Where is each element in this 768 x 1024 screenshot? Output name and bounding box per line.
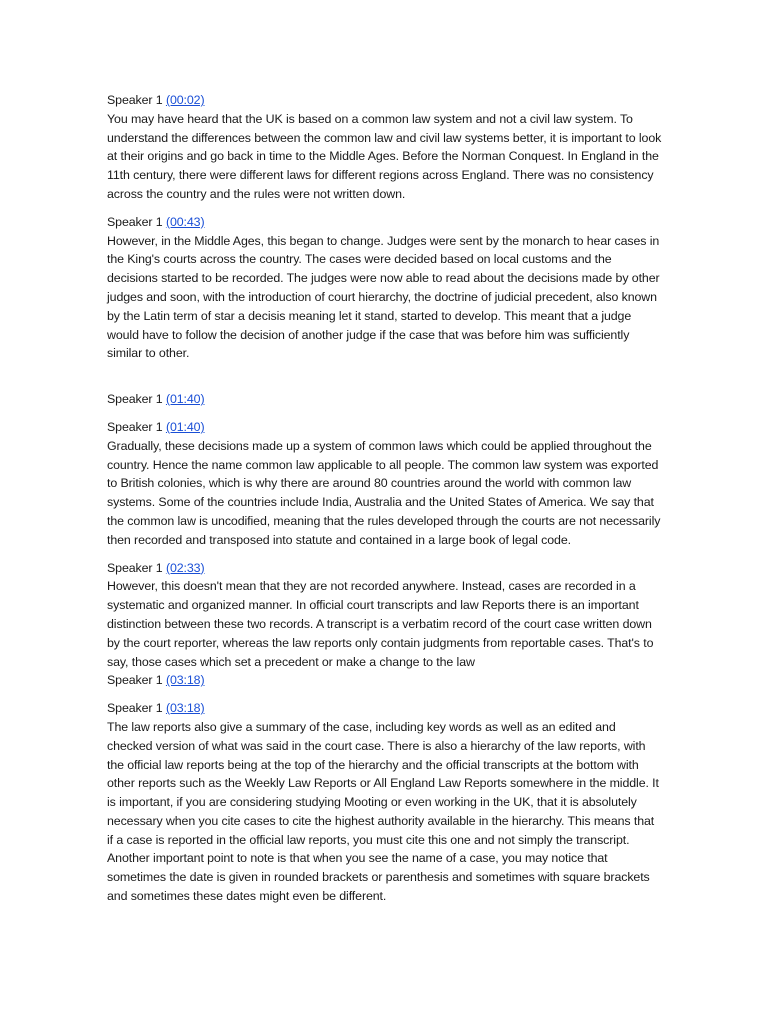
timestamp-link[interactable]: (01:40): [165, 419, 205, 434]
transcript-text: However, in the Middle Ages, this began to change. Judges were sent by the monarch to hear cases in the King's courts across the country. The cases were decided based on local customs and the decisions started to be recorded. The judges were now able to read about the decisions made by other judges and soon, with the introduction of court hierarchy, the doctrine of judicial precedent, also known by the Latin term of star a decisis meaning let it stand, started to develop. This meant that a judge would have to follow the decision of another judge if the case that was before him was sufficiently similar to other.: [107, 233, 660, 361]
speaker-line: [107, 559, 663, 578]
transcript-entry: [107, 699, 663, 906]
speaker-name: Speaker 1: [107, 419, 163, 434]
transcript-entry: [107, 390, 663, 409]
transcript-entry: [107, 418, 663, 550]
transcript-entry: [107, 91, 663, 204]
timestamp-link[interactable]: (01:40): [165, 392, 205, 407]
timestamp-link[interactable]: (02:33): [165, 560, 205, 575]
speaker-line: [107, 671, 663, 690]
transcript-text: You may have heard that the UK is based on a common law system and not a civil law system. To understand the differences between the common law and civil law systems better, it is important to look at their origins and go back in time to the Middle Ages. Before the Norman Conquest. In England in the 11th century, there were different laws for different regions across England. There was no consistency across the country and the rules were not written down.: [107, 111, 662, 201]
speaker-line: [107, 213, 663, 232]
transcript-entry: [107, 213, 663, 363]
transcript-text: Gradually, these decisions made up a system of common laws which could be applied throughout the country. Hence the name common law applicable to all people. The common law system was exported to British colonies, which is why there are around 80 countries around the world with common law systems. Some of the countries include India, Australia and the United States of America. We say that the common law is uncodified, meaning that the rules developed through the courts are not necessarily then recorded and transposed into statute and contained in a large book of legal code.: [107, 438, 661, 547]
timestamp-link[interactable]: (03:18): [165, 701, 205, 716]
speaker-name: Speaker 1: [107, 701, 163, 716]
transcript-text: However, this doesn't mean that they are not recorded anywhere. Instead, cases are recorded in a systematic and organized manner. In official court transcripts and law Reports there is an important distinction between these two records. A transcript is a verbatim record of the court case written down by the court reporter, whereas the law reports only contain judgments from reportable cases. That's to say, those cases which set a precedent or make a change to the law: [107, 579, 654, 669]
timestamp-link[interactable]: (03:18): [165, 673, 205, 688]
speaker-line: [107, 91, 663, 110]
speaker-name: Speaker 1: [107, 673, 163, 688]
speaker-name: Speaker 1: [107, 560, 163, 575]
transcript-entry: [107, 671, 663, 690]
speaker-name: Speaker 1: [107, 93, 163, 107]
timestamp-link[interactable]: (00:02): [165, 93, 205, 107]
speaker-line: [107, 418, 663, 437]
transcript-document: [107, 91, 663, 906]
speaker-line: [107, 699, 663, 718]
speaker-name: Speaker 1: [107, 214, 163, 229]
transcript-entry: [107, 559, 663, 672]
speaker-line: [107, 390, 663, 409]
timestamp-link[interactable]: (00:43): [165, 214, 205, 229]
transcript-text: The law reports also give a summary of the case, including key words as well as an edited and checked version of what was said in the court case. There is also a hierarchy of the law reports, with the official law reports being at the top of the hierarchy and the official transcripts at the bottom with other reports such as the Weekly Law Reports or All England Law Reports somewhere in the middle. It is important, if you are considering studying Mooting or even working in the UK, that it is absolutely necessary when you cite cases to cite the highest authority available in the hierarchy. This means that if a case is reported in the official law reports, you must cite this one and not simply the transcript. Another important point to note is that when you see the name of a case, you may notice that sometimes the date is given in rounded brackets or parenthesis and sometimes with square brackets and sometimes these dates might even be different.: [107, 719, 659, 904]
speaker-name: Speaker 1: [107, 392, 163, 407]
